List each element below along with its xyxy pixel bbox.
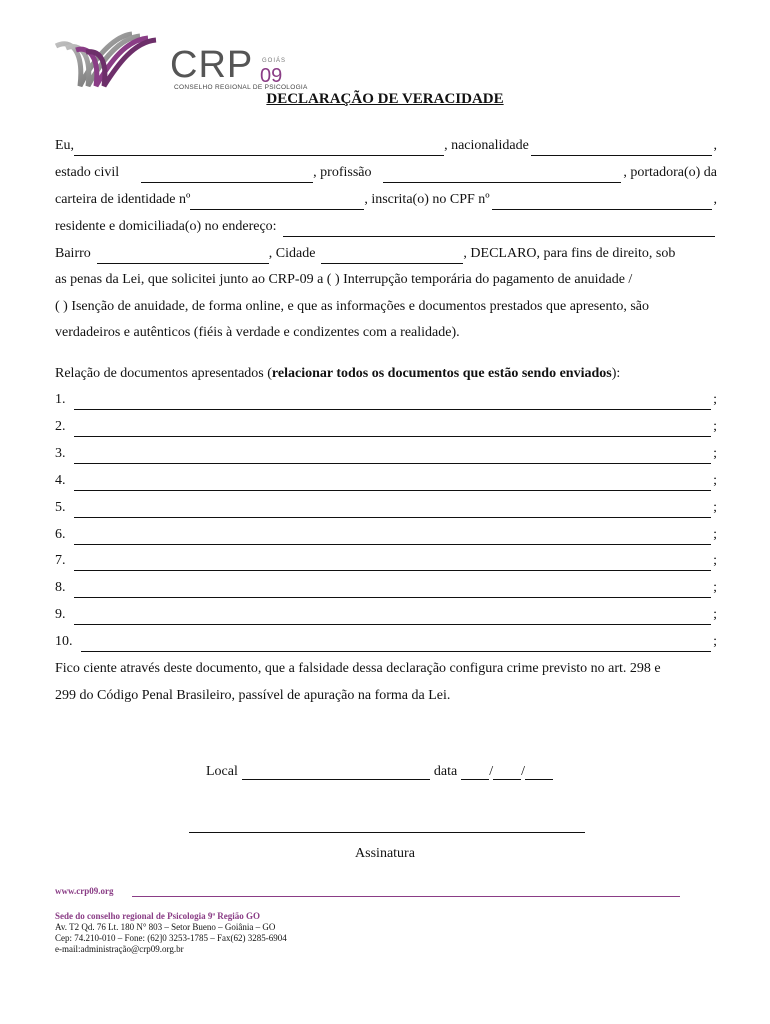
- profession-field[interactable]: [383, 168, 621, 183]
- documents-intro-a: Relação de documentos apresentados (: [55, 366, 272, 381]
- address-field[interactable]: [283, 222, 715, 237]
- document-item-field[interactable]: [74, 476, 712, 491]
- document-title: DECLARAÇÃO DE VERACIDADE: [266, 91, 504, 107]
- label-cpf: , inscrita(o) no CPF nº: [364, 192, 490, 207]
- label-bairro: Bairro: [55, 246, 91, 261]
- crp-logo: [54, 28, 308, 92]
- name-field[interactable]: [74, 141, 444, 156]
- documents-intro: [55, 364, 717, 384]
- logo-text: CRP: [170, 44, 254, 86]
- form-line-1: [55, 136, 717, 156]
- nationality-field[interactable]: [531, 141, 712, 156]
- logo-number: 09: [260, 65, 283, 87]
- document-item-terminator: ;: [713, 392, 717, 407]
- document-item-field[interactable]: [74, 530, 712, 545]
- comma: ,: [713, 138, 717, 153]
- document-item-terminator: ;: [713, 634, 717, 650]
- document-item: [55, 444, 717, 464]
- form-line-5: [55, 244, 717, 264]
- form-line-3: [55, 190, 717, 210]
- form-line-4: [55, 217, 717, 237]
- signature-label: Assinatura: [355, 846, 415, 861]
- document-item-number: 10.: [55, 634, 73, 650]
- document-item-number: 6.: [55, 526, 66, 542]
- documents-intro-b: ):: [611, 366, 621, 381]
- document-item-field[interactable]: [74, 583, 712, 598]
- label-data: data: [433, 764, 458, 779]
- document-item-number: 8.: [55, 580, 66, 596]
- footer-address: Av. T2 Qd. 76 Lt. 180 N° 803 – Setor Bueno – Goiânia – GO: [55, 922, 276, 932]
- document-item: [55, 605, 717, 625]
- document-item-terminator: ;: [713, 472, 717, 488]
- footer-contact: Cep: 74.210-010 – Fone: (62]0 3253-1785 – Fax(62) 3285-6904: [55, 933, 287, 943]
- document-item-number: 2.: [55, 418, 66, 434]
- document-item-number: 4.: [55, 472, 66, 488]
- form-line-6: as penas da Lei, que solicitei junto ao CRP-09 a ( ) Interrupção temporária do pagamento de anuidade /: [55, 272, 633, 287]
- label-nacionalidade: , nacionalidade: [444, 138, 529, 153]
- footer-contact-block: [55, 911, 287, 955]
- document-item-field[interactable]: [74, 449, 712, 464]
- id-number-field[interactable]: [190, 195, 364, 210]
- closing-line-2: 299 do Código Penal Brasileiro, passível de apuração na forma da Lei.: [55, 688, 451, 703]
- label-profissao: , profissão: [313, 165, 372, 180]
- day-field[interactable]: [461, 765, 489, 780]
- document-item-terminator: ;: [713, 580, 717, 596]
- label-local: Local: [206, 764, 238, 779]
- document-item-number: 3.: [55, 445, 66, 461]
- footer-head: Sede do conselho regional de Psicologia 9ª Região GO: [55, 911, 261, 921]
- label-estado-civil: estado civil: [55, 165, 120, 180]
- date-separator: /: [489, 764, 494, 779]
- document-item-number: 7.: [55, 553, 66, 569]
- label-endereco: residente e domiciliada(o) no endereço:: [55, 219, 277, 234]
- documents-intro-bold: relacionar todos os documentos que estão sendo enviados: [271, 366, 612, 381]
- footer-email: e-mail:administração@crp09.org.br: [55, 944, 184, 954]
- form-line-2: [55, 163, 717, 183]
- document-item-field[interactable]: [74, 422, 712, 437]
- document-item: [55, 417, 717, 437]
- label-portadora: , portadora(o) da: [623, 165, 717, 180]
- document-item-terminator: ;: [713, 445, 717, 461]
- logo-subtitle: CONSELHO REGIONAL DE PSICOLOGIA: [174, 84, 308, 91]
- document-item-terminator: ;: [713, 553, 717, 569]
- logo-state: GOIÁS: [262, 58, 287, 64]
- document-item-number: 5.: [55, 499, 66, 515]
- signature-line[interactable]: [189, 832, 585, 833]
- city-field[interactable]: [321, 249, 463, 264]
- logo-swirl-icon: [54, 28, 174, 92]
- label-eu: Eu,: [55, 138, 75, 153]
- date-separator: /: [521, 764, 525, 779]
- marital-status-field[interactable]: [141, 168, 313, 183]
- document-item: [55, 390, 717, 410]
- label-declaro: , DECLARO, para fins de direito, sob: [463, 246, 676, 261]
- document-item-terminator: ;: [713, 607, 717, 623]
- document-item-field[interactable]: [74, 395, 712, 410]
- document-item-field[interactable]: [74, 503, 712, 518]
- comma: ,: [713, 192, 717, 207]
- document-item: [55, 578, 717, 598]
- document-item: [55, 551, 717, 571]
- local-date-row: [206, 764, 553, 780]
- document-item-field[interactable]: [74, 610, 712, 625]
- neighborhood-field[interactable]: [97, 249, 269, 264]
- document-item-terminator: ;: [713, 418, 717, 434]
- local-field[interactable]: [242, 765, 430, 780]
- footer-divider: [132, 896, 680, 897]
- year-field[interactable]: [525, 765, 553, 780]
- document-item: [55, 498, 717, 518]
- document-item-terminator: ;: [713, 526, 717, 542]
- cpf-field[interactable]: [492, 195, 712, 210]
- document-item-field[interactable]: [81, 637, 712, 652]
- document-item: [55, 525, 717, 545]
- document-item-number: 1.: [55, 392, 66, 407]
- label-identidade: carteira de identidade nº: [55, 192, 191, 207]
- document-item-field[interactable]: [74, 556, 712, 571]
- label-cidade: , Cidade: [268, 246, 316, 261]
- form-line-7: ( ) Isenção de anuidade, de forma online, e que as informações e documentos prestados que apresento, são: [55, 299, 650, 314]
- document-item: [55, 632, 717, 652]
- document-item: [55, 471, 717, 491]
- form-line-8: verdadeiros e autênticos (fiéis à verdade e condizentes com a realidade).: [55, 325, 460, 340]
- document-item-terminator: ;: [713, 499, 717, 515]
- closing-line-1: Fico ciente através deste documento, que a falsidade dessa declaração configura crime previsto no art. 298 e: [55, 661, 661, 676]
- footer-url[interactable]: www.crp09.org: [55, 886, 114, 896]
- document-item-number: 9.: [55, 607, 66, 623]
- month-field[interactable]: [493, 765, 521, 780]
